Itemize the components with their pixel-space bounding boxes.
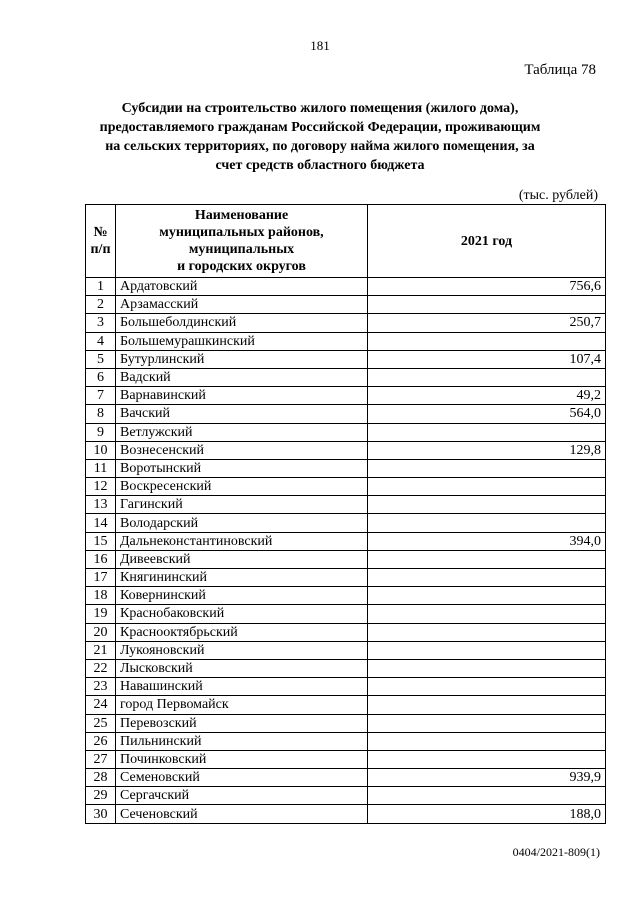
- row-municipality: Володарский: [116, 514, 368, 532]
- row-value: [368, 550, 606, 568]
- row-number: 13: [86, 496, 116, 514]
- row-municipality: Навашинский: [116, 678, 368, 696]
- row-municipality: Воскресенский: [116, 478, 368, 496]
- row-value: 188,0: [368, 805, 606, 823]
- row-municipality: Большемурашкинский: [116, 332, 368, 350]
- table-header-row: [86, 205, 606, 278]
- subsidy-table: [85, 204, 606, 824]
- row-value: 250,7: [368, 314, 606, 332]
- document-title: [95, 99, 545, 175]
- row-value: [368, 659, 606, 677]
- row-municipality: Княгининский: [116, 569, 368, 587]
- row-value: [368, 696, 606, 714]
- header-municipality-line: Наименование: [194, 208, 289, 223]
- row-value: 939,9: [368, 769, 606, 787]
- row-municipality: Дивеевский: [116, 550, 368, 568]
- row-municipality: Краснобаковский: [116, 605, 368, 623]
- table-row: [86, 314, 606, 332]
- row-value: [368, 714, 606, 732]
- row-number: 24: [86, 696, 116, 714]
- row-municipality: Семеновский: [116, 769, 368, 787]
- row-number: 3: [86, 314, 116, 332]
- row-value: [368, 332, 606, 350]
- row-value: 107,4: [368, 350, 606, 368]
- table-row: [86, 732, 606, 750]
- header-number: [86, 205, 116, 278]
- row-value: [368, 459, 606, 477]
- row-number: 6: [86, 368, 116, 386]
- row-municipality: Воротынский: [116, 459, 368, 477]
- row-municipality: Варнавинский: [116, 387, 368, 405]
- row-number: 9: [86, 423, 116, 441]
- table-row: [86, 296, 606, 314]
- table-row: [86, 550, 606, 568]
- row-number: 7: [86, 387, 116, 405]
- row-value: [368, 368, 606, 386]
- row-value: [368, 496, 606, 514]
- row-number: 23: [86, 678, 116, 696]
- row-number: 28: [86, 769, 116, 787]
- row-municipality: Лысковский: [116, 659, 368, 677]
- page-number: 181: [310, 38, 330, 53]
- row-municipality: Большеболдинский: [116, 314, 368, 332]
- row-value: [368, 787, 606, 805]
- row-value: [368, 605, 606, 623]
- row-number: 20: [86, 623, 116, 641]
- table-row: [86, 659, 606, 677]
- row-municipality: Вадский: [116, 368, 368, 386]
- row-number: 29: [86, 787, 116, 805]
- row-value: 564,0: [368, 405, 606, 423]
- row-number: 4: [86, 332, 116, 350]
- table-row: [86, 496, 606, 514]
- row-number: 1: [86, 278, 116, 296]
- table-row: [86, 623, 606, 641]
- row-value: 49,2: [368, 387, 606, 405]
- row-number: 14: [86, 514, 116, 532]
- row-municipality: Бутурлинский: [116, 350, 368, 368]
- row-number: 2: [86, 296, 116, 314]
- row-number: 5: [86, 350, 116, 368]
- row-municipality: Ковернинский: [116, 587, 368, 605]
- row-number: 27: [86, 750, 116, 768]
- row-municipality: Сергачский: [116, 787, 368, 805]
- row-municipality: Пильнинский: [116, 732, 368, 750]
- row-value: [368, 750, 606, 768]
- table-row: [86, 478, 606, 496]
- row-number: 17: [86, 569, 116, 587]
- row-number: 22: [86, 659, 116, 677]
- row-number: 8: [86, 405, 116, 423]
- row-municipality: Ардатовский: [116, 278, 368, 296]
- row-value: [368, 732, 606, 750]
- row-municipality: Починковский: [116, 750, 368, 768]
- table-row: [86, 368, 606, 386]
- row-number: 16: [86, 550, 116, 568]
- table-row: [86, 714, 606, 732]
- row-value: 129,8: [368, 441, 606, 459]
- row-municipality: Вачский: [116, 405, 368, 423]
- row-number: 18: [86, 587, 116, 605]
- table-row: [86, 805, 606, 823]
- table-row: [86, 569, 606, 587]
- row-municipality: Перевозский: [116, 714, 368, 732]
- table-row: [86, 514, 606, 532]
- document-code: 0404/2021-809(1): [512, 845, 600, 859]
- row-municipality: Вознесенский: [116, 441, 368, 459]
- table-body: [86, 278, 606, 824]
- title-line: предоставляемого гражданам Российской Федерации, проживающим: [99, 120, 541, 135]
- row-number: 15: [86, 532, 116, 550]
- table-label: Таблица 78: [524, 62, 596, 78]
- row-number: 26: [86, 732, 116, 750]
- table-row: [86, 787, 606, 805]
- header-year: 2021 год: [368, 205, 606, 278]
- row-number: 10: [86, 441, 116, 459]
- row-value: [368, 641, 606, 659]
- table-row: [86, 459, 606, 477]
- row-municipality: Дальнеконстантиновский: [116, 532, 368, 550]
- table-row: [86, 769, 606, 787]
- row-municipality: Лукояновский: [116, 641, 368, 659]
- title-line: счет средств областного бюджета: [215, 158, 425, 173]
- table-row: [86, 405, 606, 423]
- row-value: 394,0: [368, 532, 606, 550]
- table-row: [86, 423, 606, 441]
- header-number-line: п/п: [90, 242, 111, 257]
- row-number: 12: [86, 478, 116, 496]
- row-municipality: Ветлужский: [116, 423, 368, 441]
- row-value: [368, 569, 606, 587]
- table-row: [86, 750, 606, 768]
- title-line: на сельских территориях, по договору найма жилого помещения, за: [105, 139, 535, 154]
- row-municipality: Сеченовский: [116, 805, 368, 823]
- row-number: 30: [86, 805, 116, 823]
- table-row: [86, 332, 606, 350]
- table-row: [86, 532, 606, 550]
- row-value: [368, 514, 606, 532]
- header-municipality-line: и городских округов: [177, 259, 306, 274]
- header-number-line: №: [93, 225, 108, 240]
- header-municipality: [116, 205, 368, 278]
- row-value: [368, 623, 606, 641]
- row-municipality: Краснооктябрьский: [116, 623, 368, 641]
- table-row: [86, 641, 606, 659]
- row-number: 21: [86, 641, 116, 659]
- table-row: [86, 587, 606, 605]
- table-row: [86, 605, 606, 623]
- row-value: [368, 678, 606, 696]
- table-row: [86, 696, 606, 714]
- table-row: [86, 350, 606, 368]
- row-municipality: город Первомайск: [116, 696, 368, 714]
- table-row: [86, 387, 606, 405]
- row-value: [368, 478, 606, 496]
- row-number: 25: [86, 714, 116, 732]
- row-municipality: Гагинский: [116, 496, 368, 514]
- header-municipality-line: муниципальных: [188, 242, 295, 257]
- row-value: [368, 587, 606, 605]
- row-value: [368, 296, 606, 314]
- row-municipality: Арзамасский: [116, 296, 368, 314]
- row-value: 756,6: [368, 278, 606, 296]
- title-line: Субсидии на строительство жилого помещения (жилого дома),: [121, 101, 519, 116]
- units-label: (тыс. рублей): [518, 188, 598, 203]
- table-row: [86, 278, 606, 296]
- row-number: 11: [86, 459, 116, 477]
- row-number: 19: [86, 605, 116, 623]
- table-row: [86, 441, 606, 459]
- row-value: [368, 423, 606, 441]
- header-municipality-line: муниципальных районов,: [159, 225, 324, 240]
- table-row: [86, 678, 606, 696]
